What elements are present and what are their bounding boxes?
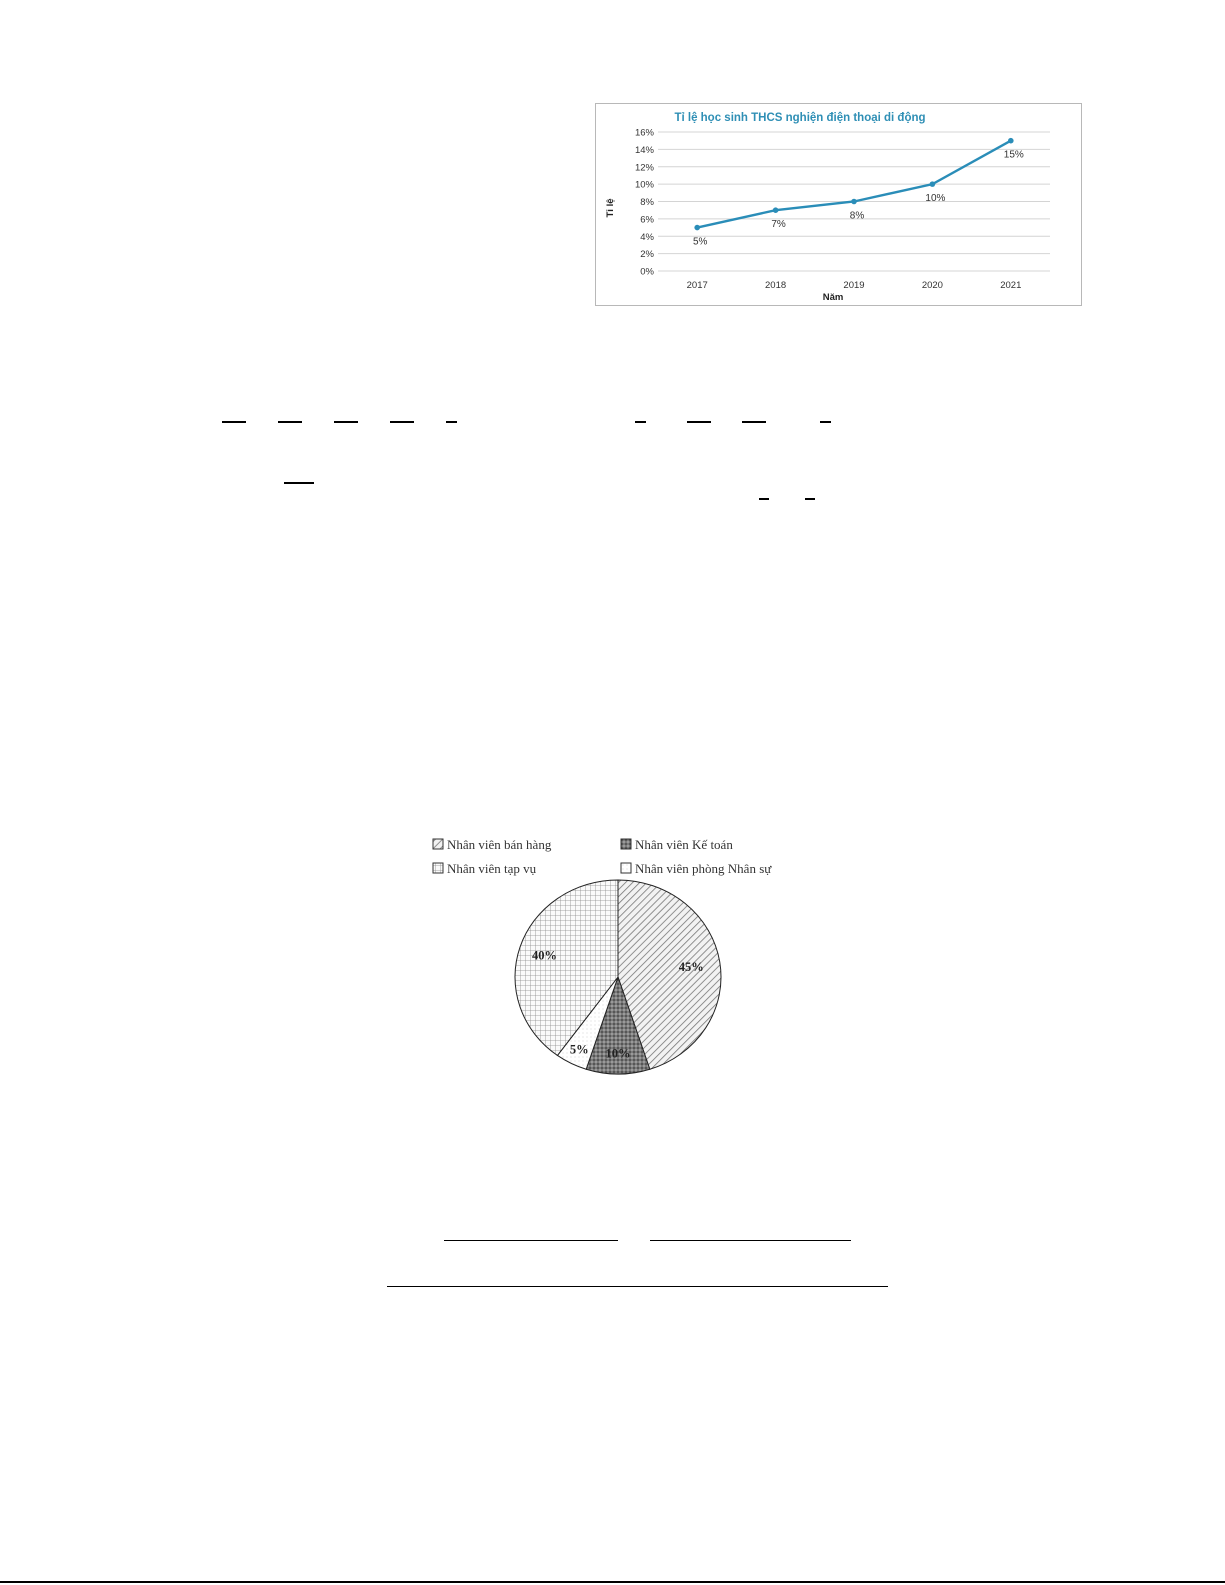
- line-chart: [595, 103, 1082, 306]
- rule: [334, 421, 358, 423]
- pie-slice-label: 45%: [678, 960, 704, 975]
- y-tick-label: 12%: [634, 162, 654, 174]
- x-tick-label: 2018: [765, 280, 787, 291]
- pie-chart-svg: [425, 835, 825, 1080]
- data-point: [930, 181, 936, 187]
- line-chart-svg: [596, 104, 1083, 307]
- line-chart-x-axis-label: Năm: [822, 292, 844, 303]
- data-point: [694, 225, 700, 231]
- x-tick-label: 2020: [921, 280, 943, 291]
- legend-label-sales: Nhân viên bán hàng: [447, 837, 552, 852]
- pie-slice-label: 5%: [569, 1042, 589, 1057]
- legend-swatch-sales: [433, 839, 443, 849]
- rule: [284, 482, 314, 484]
- y-tick-label: 6%: [640, 214, 654, 226]
- rule: [759, 498, 769, 500]
- rule: [687, 421, 711, 423]
- data-point: [773, 207, 779, 213]
- data-point: [1008, 138, 1014, 144]
- y-tick-label: 0%: [640, 266, 654, 278]
- data-label: 10%: [925, 193, 946, 205]
- y-tick-label: 8%: [640, 197, 654, 208]
- x-tick-label: 2021: [1000, 280, 1022, 291]
- legend-swatch-janitorial: [433, 863, 443, 873]
- y-tick-label: 4%: [640, 231, 654, 243]
- rule: [742, 421, 766, 423]
- legend-label-accounting: Nhân viên Kế toán: [635, 837, 733, 852]
- rule: [805, 498, 815, 500]
- rule: [820, 421, 831, 423]
- x-tick-label: 2019: [843, 280, 865, 291]
- rule: [446, 421, 457, 423]
- legend-label-janitorial: Nhân viên tạp vụ: [447, 861, 537, 876]
- y-tick-label: 10%: [634, 179, 654, 191]
- rule: [635, 421, 646, 423]
- y-tick-label: 16%: [634, 127, 654, 139]
- page-bottom-rule: [0, 1581, 1225, 1583]
- legend-label-hr: Nhân viên phòng Nhân sự: [635, 861, 772, 876]
- data-point: [851, 199, 857, 205]
- y-tick-label: 14%: [634, 144, 654, 156]
- data-label: 8%: [849, 210, 865, 222]
- pie-chart: [425, 835, 825, 1080]
- pie-slice-label: 40%: [532, 948, 558, 963]
- line-chart-title: Tỉ lệ học sinh THCS nghiện điện thoại di động: [674, 112, 926, 124]
- pie-slice-label: 10%: [605, 1046, 631, 1061]
- rule: [390, 421, 414, 423]
- blank-line: [444, 1240, 618, 1241]
- blank-line: [387, 1286, 888, 1287]
- data-label: 7%: [771, 219, 786, 231]
- blank-line: [650, 1240, 851, 1241]
- line-chart-y-axis-label: Tỉ lệ: [605, 198, 616, 218]
- data-label: 15%: [1003, 149, 1024, 161]
- rule: [222, 421, 246, 423]
- rule: [278, 421, 302, 423]
- y-tick-label: 2%: [640, 249, 654, 261]
- legend-swatch-hr: [621, 863, 631, 873]
- data-label: 5%: [692, 236, 708, 248]
- x-tick-label: 2017: [686, 280, 708, 291]
- legend-swatch-accounting: [621, 839, 631, 849]
